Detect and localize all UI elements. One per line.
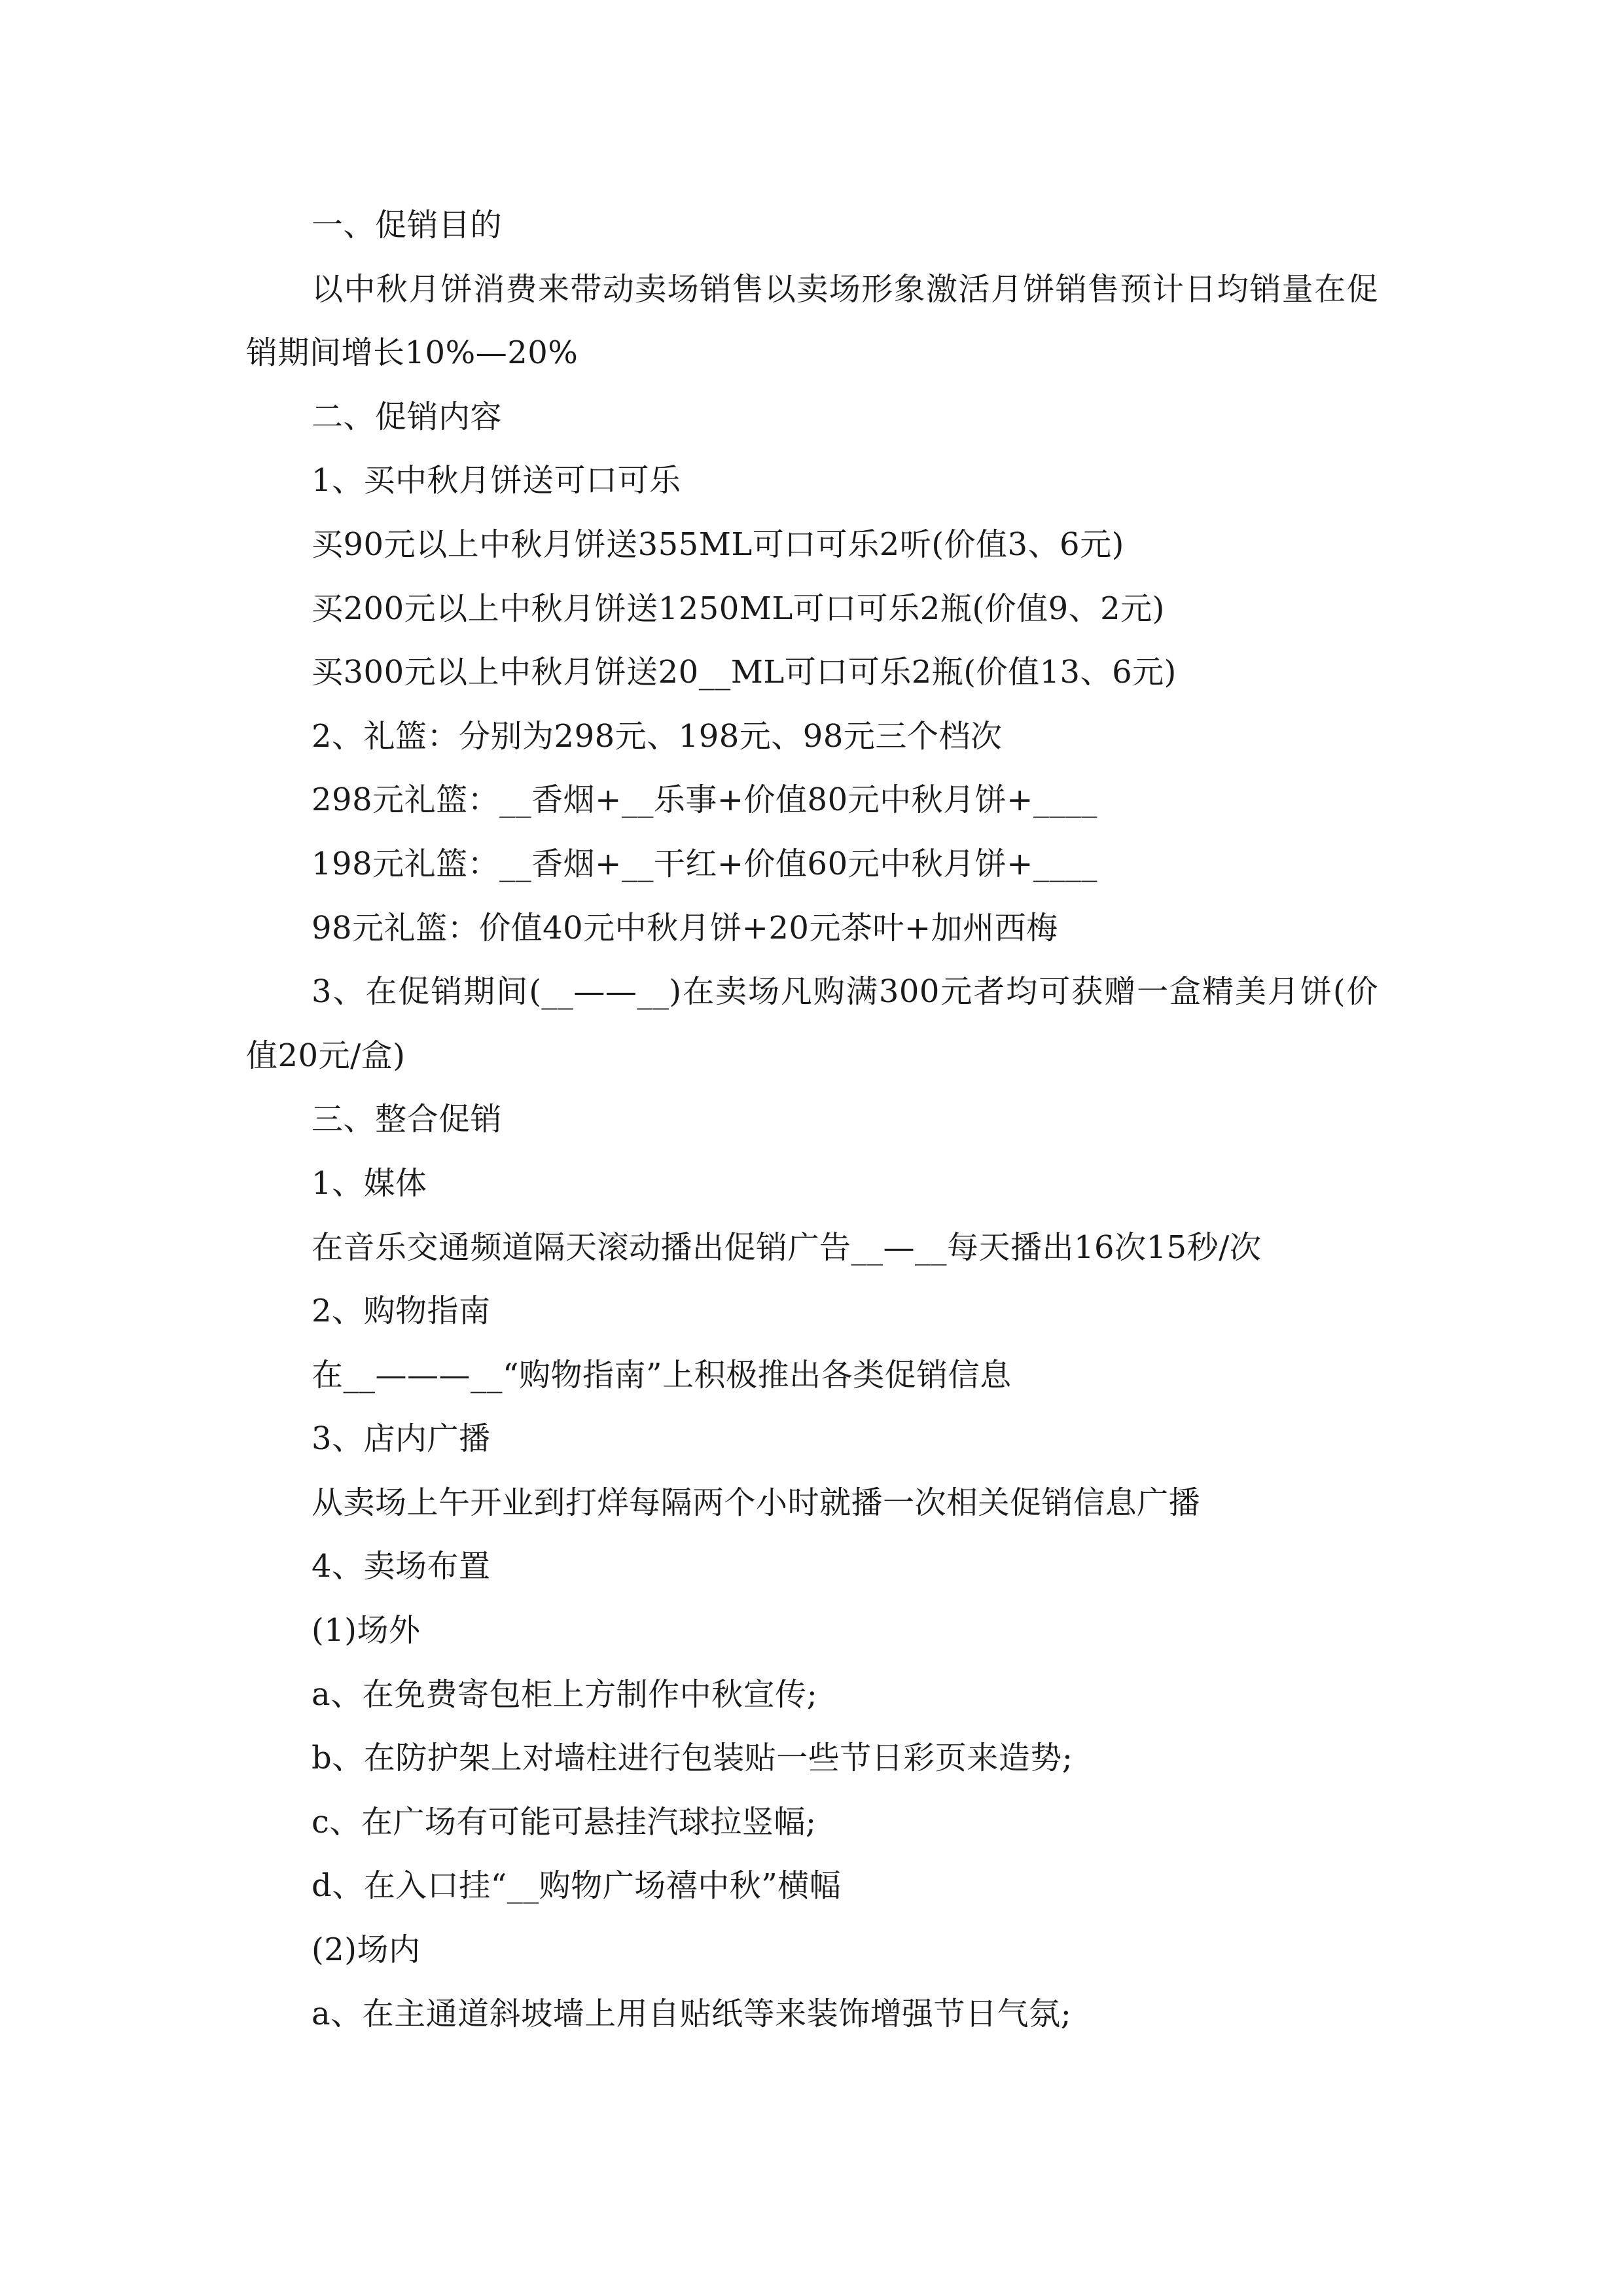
paragraph-purchase-gift: 3、在促销期间(__——__)在卖场凡购满300元者均可获赠一盒精美月饼(价值20元/盒): [246, 973, 1378, 1074]
list-item: b、在防护架上对墙柱进行包装贴一些节日彩页来造势;: [312, 1740, 1073, 1777]
list-item: 298元礼篮：__香烟+__乐事+价值80元中秋月饼+____: [312, 781, 1097, 819]
subheading-cola-gift: 1、买中秋月饼送可口可乐: [312, 462, 681, 499]
paragraph-purpose: 以中秋月饼消费来带动卖场销售以卖场形象激活月饼销售预计日均销量在促销期间增长10%—20%: [246, 270, 1378, 372]
list-item: d、在入口挂“__购物广场禧中秋”横幅: [312, 1867, 842, 1905]
list-item: a、在主通道斜坡墙上用自贴纸等来装饰增强节日气氛;: [312, 1995, 1072, 2032]
subheading-store-layout: 4、卖场布置: [312, 1548, 491, 1585]
list-item: 买200元以上中秋月饼送1250ML可口可乐2瓶(价值9、2元): [312, 590, 1165, 627]
list-item: 从卖场上午开业到打烊每隔两个小时就播一次相关促销信息广播: [312, 1484, 1201, 1521]
list-item: 买90元以上中秋月饼送355ML可口可乐2听(价值3、6元): [312, 526, 1124, 563]
subheading-store-broadcast: 3、店内广播: [312, 1420, 491, 1458]
list-item: 98元礼篮：价值40元中秋月饼+20元茶叶+加州西梅: [312, 909, 1058, 946]
list-item: 在音乐交通频道隔天滚动播出促销广告__—__每天播出16次15秒/次: [312, 1229, 1262, 1266]
list-item: 买300元以上中秋月饼送20__ML可口可乐2瓶(价值13、6元): [312, 654, 1177, 691]
subheading-outside: (1)场外: [312, 1612, 421, 1649]
subheading-shopping-guide: 2、购物指南: [312, 1293, 491, 1330]
document-body: [246, 194, 1378, 2046]
section-heading-purpose: 一、促销目的: [312, 207, 503, 243]
list-item: 在__———__“购物指南”上积极推出各类促销信息: [312, 1356, 1012, 1393]
section-heading-integrated: 三、整合促销: [312, 1101, 503, 1138]
subheading-inside: (2)场内: [312, 1931, 421, 1969]
list-item: c、在广场有可能可悬挂汽球拉竖幅;: [312, 1803, 817, 1840]
list-item: 198元礼篮：__香烟+__干红+价值60元中秋月饼+____: [312, 845, 1097, 882]
subheading-gift-basket: 2、礼篮：分别为298元、198元、98元三个档次: [312, 717, 1003, 755]
subheading-media: 1、媒体: [312, 1164, 427, 1202]
list-item: a、在免费寄包柜上方制作中秋宣传;: [312, 1676, 818, 1713]
section-heading-content: 二、促销内容: [312, 398, 503, 435]
